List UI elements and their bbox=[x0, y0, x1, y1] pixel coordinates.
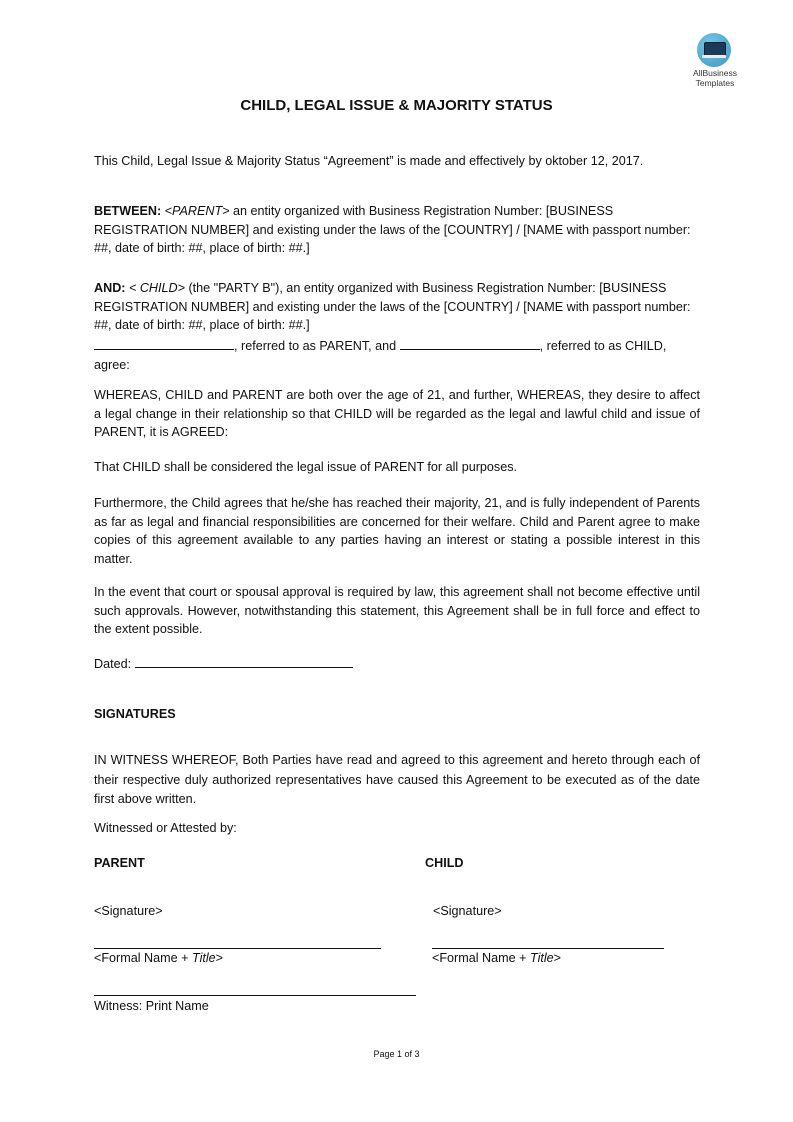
and-party: < CHILD> bbox=[128, 281, 185, 295]
logo-laptop-icon bbox=[697, 33, 731, 67]
child-name-blank[interactable] bbox=[400, 337, 540, 350]
parent-signature-label: <Signature> bbox=[94, 904, 163, 918]
between-party: <PARENT> bbox=[164, 204, 230, 218]
referred-part-1: , referred to as PARENT, and bbox=[234, 339, 400, 353]
and-text: (the "PARTY B"), an entity organized with Business Registration Number: [BUSINESS REGISTRATION NUMBER] and existing under the laws of the [COUNTRY] / [NAME with passport number: ##, date of birth: ##, place of birth: ##.] bbox=[94, 281, 691, 332]
and-label: AND: bbox=[94, 281, 126, 295]
child-name-prefix: <Formal Name + bbox=[432, 951, 530, 965]
page-number: Page 1 of 3 bbox=[373, 1049, 420, 1059]
parent-signature-line[interactable] bbox=[94, 948, 381, 949]
witnessed-by-label: Witnessed or Attested by: bbox=[94, 821, 237, 835]
child-formal-name bbox=[432, 951, 561, 965]
furthermore-paragraph: Furthermore, the Child agrees that he/she has reached their majority, 21, and is fully independent of Parents as far as legal and financial responsibilities are concerned for their welfare. Child and Parent agree to make copies of this agreement available to any parties having an interest or stating a possible interest in this matter. bbox=[94, 496, 700, 566]
legal-issue-paragraph: That CHILD shall be considered the legal issue of PARENT for all purposes. bbox=[94, 460, 518, 474]
between-paragraph bbox=[94, 202, 700, 258]
logo-line-2: Templates bbox=[695, 78, 735, 88]
parent-name-blank[interactable] bbox=[94, 337, 234, 350]
whereas-paragraph: WHEREAS, CHILD and PARENT are both over the age of 21, and further, WHEREAS, they desire to affect a legal change in their relationship so that CHILD will be regarded as the legal and lawful child and issue of PARENT, it is AGREED: bbox=[94, 388, 700, 439]
dated-label: Dated: bbox=[94, 657, 132, 671]
child-column-heading: CHILD bbox=[425, 856, 464, 870]
parent-column-heading: PARENT bbox=[94, 856, 145, 870]
between-label: BETWEEN: bbox=[94, 204, 162, 218]
parent-name-suffix: > bbox=[215, 951, 224, 965]
child-name-title: Title bbox=[529, 951, 554, 965]
dated-blank[interactable] bbox=[135, 655, 353, 668]
child-signature-line[interactable] bbox=[432, 948, 664, 949]
and-paragraph bbox=[94, 279, 700, 335]
parent-name-title: Title bbox=[191, 951, 216, 965]
dated-row bbox=[94, 655, 700, 674]
child-signature-label: <Signature> bbox=[433, 904, 502, 918]
parent-name-prefix: <Formal Name + bbox=[94, 951, 192, 965]
document-title: CHILD, LEGAL ISSUE & MAJORITY STATUS bbox=[240, 97, 553, 114]
referred-part-3: agree: bbox=[94, 357, 130, 372]
child-name-suffix: > bbox=[553, 951, 562, 965]
logo-line-1: AllBusiness bbox=[693, 68, 737, 78]
in-witness-paragraph: IN WITNESS WHEREOF, Both Parties have read and agreed to this agreement and hereto through each of their respective duly authorized representatives have caused this Agreement to be executed as of the date first above written. bbox=[94, 753, 700, 806]
court-approval-paragraph: In the event that court or spousal approval is required by law, this agreement shall not become effective until such approvals. However, notwithstanding this statement, this Agreement shall be in full force and effect to the extent possible. bbox=[94, 585, 700, 636]
referred-part-2: , referred to as CHILD, bbox=[539, 339, 667, 353]
between-text: an entity organized with Business Registration Number: [BUSINESS REGISTRATION NUMBER] and existing under the laws of the [COUNTRY] / [NAME with passport number: ##, date of birth: ##, place of birth: ##.] bbox=[94, 204, 691, 255]
parent-formal-name bbox=[94, 951, 223, 965]
witness-print-name-label: Witness: Print Name bbox=[94, 999, 209, 1013]
intro-paragraph: This Child, Legal Issue & Majority Status “Agreement” is made and effectively by oktober 12, 2017. bbox=[94, 154, 644, 168]
logo-text bbox=[682, 68, 748, 88]
referred-paragraph bbox=[94, 337, 700, 374]
signatures-heading: SIGNATURES bbox=[94, 707, 176, 721]
witness-signature-line[interactable] bbox=[94, 995, 416, 996]
